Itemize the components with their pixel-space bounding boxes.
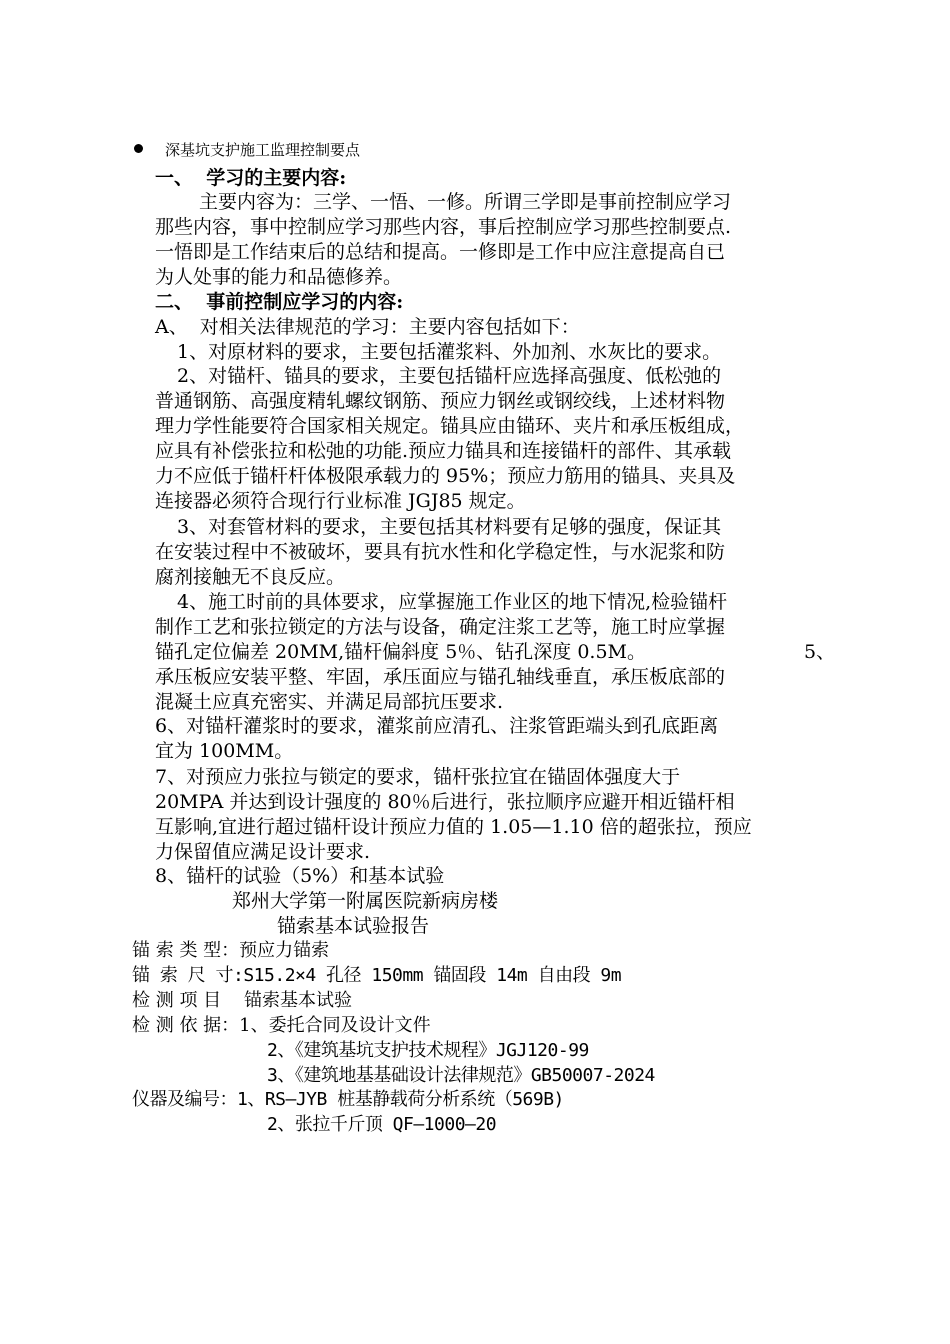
document-topic: 深基坑支护施工监理控制要点 [165,141,361,159]
report-title: 锚索基本试验报告 [277,915,430,937]
section1-para-line: 那些内容，事中控制应学习那些内容，事后控制应学习那些控制要点. [155,216,732,238]
item8-line: 8、锚杆的试验（5%）和基本试验 [155,865,445,887]
item4-line: 制作工艺和张拉锁定的方法与设备，确定注浆工艺等，施工时应掌握 [155,616,726,638]
item2-line: 理力学性能要符合国家相关规定。锚具应由锚环、夹片和承压板组成， [155,415,745,437]
item4-line: 4、施工时前的具体要求，应掌握施工作业区的地下情况,检验锚杆 [177,591,728,613]
item6-line: 宜为 100MM。 [155,740,294,762]
report-row-anchor-type: 锚 索 类 型：预应力锚索 [132,940,330,961]
item7-line: 7、对预应力张拉与锁定的要求，锚杆张拉宜在锚固体强度大于 [155,766,681,788]
report-row-anchor-size: 锚 索 尺 寸:S15.2×4 孔径 150mm 锚固段 14m 自由段 9m [132,965,622,986]
report-row-test-item: 检 测 项 目 锚索基本试验 [132,990,353,1011]
report-row-instrument-2: 2、张拉千斤顶 QF—1000—20 [267,1114,497,1135]
section1-para-line: 为人处事的能力和品德修养。 [155,266,403,288]
item2-line: 2、对锚杆、锚具的要求，主要包括锚杆应选择高强度、低松弛的 [177,365,722,387]
report-row-test-basis: 检 测 依 据：1、委托合同及设计文件 [132,1015,431,1036]
section1-heading: 一、 学习的主要内容: [155,167,347,189]
bullet-icon [134,144,143,153]
item6-line: 6、对锚杆灌浆时的要求，灌浆前应清孔、注浆管距端头到孔底距离 [155,715,719,737]
section2-a-line: A、 对相关法律规范的学习：主要内容包括如下： [155,316,580,338]
report-title-hospital: 郑州大学第一附属医院新病房楼 [232,890,499,912]
item1-line: 1、对原材料的要求，主要包括灌浆料、外加剂、水灰比的要求。 [177,341,722,363]
report-row-instrument: 仪器及编号：1、RS—JYB 桩基静载荷分析系统（569B) [132,1089,564,1110]
item7-line: 互影响,宜进行超过锚杆设计预应力值的 1.05—1.10 倍的超张拉，预应 [155,816,752,838]
section1-para-line: 主要内容为：三学、一悟、一修。所谓三学即是事前控制应学习 [199,191,732,213]
item5-number: 5、 [804,641,836,663]
section1-para-line: 一悟即是工作结束后的总结和提高。一修即是工作中应注意提高自已 [155,241,726,263]
item7-line: 力保留值应满足设计要求. [155,841,371,863]
item7-line: 20MPA 并达到设计强度的 80％后进行，张拉顺序应避开相近锚杆相 [155,791,735,813]
report-row-basis-2: 2、《建筑基坑支护技术规程》JGJ120-99 [267,1040,589,1061]
item3-line: 在安装过程中不被破坏，要具有抗水性和化学稳定性，与水泥浆和防 [155,541,726,563]
item2-line: 连接器必须符合现行行业标准 JGJ85 规定。 [155,490,526,512]
item2-line: 应具有补偿张拉和松弛的功能.预应力锚具和连接锚杆的部件、其承载 [155,440,732,462]
section2-heading: 二、 事前控制应学习的内容: [155,291,404,313]
item2-line: 普通钢筋、高强度精轧螺纹钢筋、预应力钢丝或钢绞线，上述材料物 [155,390,726,412]
item4-line: 承压板应安装平整、牢固，承压面应与锚孔轴线垂直，承压板底部的 [155,666,726,688]
item4-line: 混凝土应真充密实、并满足局部抗压要求. [155,691,504,713]
item3-line: 腐剂接触无不良反应。 [155,566,346,588]
item3-line: 3、对套管材料的要求，主要包括其材料要有足够的强度，保证其 [177,516,722,538]
item4-line: 锚孔定位偏差 20MM,锚杆偏斜度 5％、钻孔深度 0.5M。 [155,641,647,663]
report-row-basis-3: 3、《建筑地基基础设计法律规范》GB50007-2024 [267,1065,655,1086]
item2-line: 力不应低于锚杆杆体极限承载力的 95%；预应力筋用的锚具、夹具及 [155,465,736,487]
